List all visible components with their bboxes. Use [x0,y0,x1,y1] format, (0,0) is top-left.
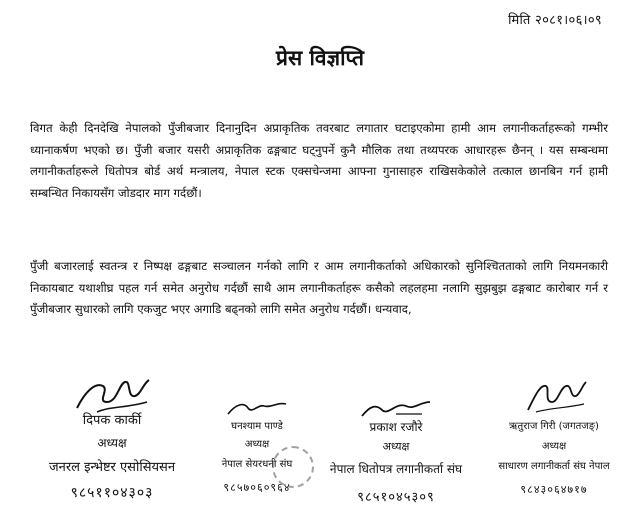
signatory-1 [22,372,202,502]
document-title: प्रेस विज्ञप्ति [276,46,364,70]
signatory-phone: ९८५११०४३०३ [70,485,154,501]
signatory-role: अध्यक्ष [382,440,410,453]
signatory-name: दिपक कार्की [82,413,142,428]
signature-4 [514,376,594,416]
document-date: मिति २०८१।०६।०९ [508,13,602,28]
signatory-org: जनरल इन्भेष्टर एसोसियसन [48,460,176,475]
signatory-3 [306,398,486,505]
body-paragraph-1: विगत केही दिनदेखि नेपालको पुँजीबजार दिनानुदिन अप्राकृतिक तवरबाट लगातार घटाइएकोमा हामी आम लगानीकर्ताहरूको गम्भीर ध्यानाकर्षण भएको छ। पुँजी बजार यसरी अप्राकृतिक ढङ्गबाट घट्नुपर्ने कुनै मौलिक तथा तथ्यपरक आधारहरू छैनन् । यस सम्बन्धमा लगानीकर्ताहरूले धितोपत्र बोर्ड अर्थ मन्त्रालय, नेपाल स्टक एक्सचेन्जमा आफ्ना गुनासाहरु राखिसकेकोले तत्काल छानबिन गर्न हामी सम्बन्धित निकायसँग जोडदार माग गर्दछौं। [30,121,608,200]
signatory-name: ऋतुराज गिरी (जगतजङ्) [509,421,599,432]
signatory-role: अध्यक्ष [97,436,127,450]
signatory-org: नेपाल सेयरधनी संघ [221,459,293,470]
signatory-org: नेपाल धितोपत्र लगानीकर्ता संघ [329,462,463,476]
signatory-phone: ९८५७०६०९६४ [223,481,291,494]
signature-2 [222,398,292,420]
signatory-name: घनश्याम पाण्डे [231,421,283,432]
signatory-phone: ९८४३०६४७१७ [520,483,588,496]
signatory-role: अध्यक्ष [541,441,567,452]
signatory-name: प्रकाश रजौरे [369,420,423,434]
body-paragraph-2: पुँजी बजारलाई स्वतन्त्र र निष्पक्ष ढङ्गबाट सञ्चालन गर्नको लागि र आम लगानीकर्ताको अधिकारको सुनिश्चितताको लागि नियमनकारी निकायबाट यथाशीघ्र पहल गर्न समेत अनुरोध गर्दछौं साथै आम लगानीकर्ताहरू कसैको लहलहमा नलागि सुझबुझ ढङ्गबाट कारोबार गर्न र पुँजीबजार सुधारको लागि एकजुट भएर अगाडि बढ्नको लागि समेत अनुरोध गर्दछौं। धन्यवाद, [30,259,608,316]
signatory-role: अध्यक्ष [244,439,270,450]
signatory-phone: ९८५१०४५३०९ [357,490,435,505]
signatory-org: साधारण लगानीकर्ता संघ नेपाल [498,461,610,472]
signatory-4 [468,376,640,497]
signature-3 [356,398,436,420]
